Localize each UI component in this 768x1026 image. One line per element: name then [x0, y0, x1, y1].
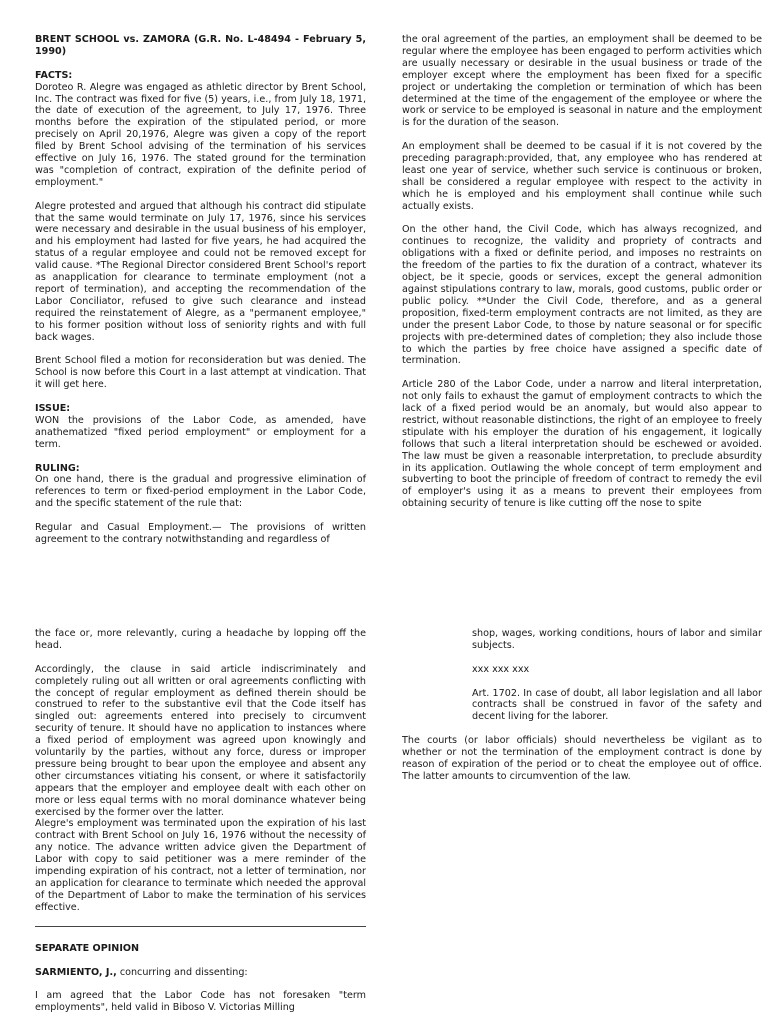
column-right-bottom: [402, 628, 762, 795]
facts-paragraph-2: Alegre protested and argued that although his contract did stipulate that the same would terminate on July 17, 1976, since his services were necessary and desirable in the usual business of his employer, and his employment had lasted for five years, he had acquired the status of a regular employee and could not be removed except for valid cause. *The Regional Director considered Brent School's report as anapplication for clearance to terminate employment (not a report of termination), and accepting the recommendation of the Labor Conciliator, refused to give such clearance and instead required the reinstatement of Alegre, as a "permanent employee," to his former position without loss of seniority rights and with full back wages.: [35, 200, 366, 343]
ruling-paragraph-2: Regular and Casual Employment.— The provisions of written agreement to the contrary notwithstanding and regardless of: [35, 522, 366, 545]
case-title: BRENT SCHOOL vs. ZAMORA (G.R. No. L-48494 - February 5, 1990): [35, 34, 366, 57]
accordingly-paragraph: Accordingly, the clause in said article indiscriminately and completely ruling out all written or oral agreements conflicting with the concept of regular employment as defined therein should be construed to refer to the substantive evil that the Code itself has singled out: agreements entered into precisely to circumvent security of tenure. It should have no application to instances where a fixed period of employment was agreed upon knowingly and voluntarily by the parties, without any force, duress or improper pressure being brought to bear upon the employee and absent any other circumstances vitiating his consent, or where it satisfactorily appears that the employer and employee dealt with each other on more or less equal terms with no moral dominance whatever being exercised by the former over the latter.: [35, 663, 366, 818]
issue-text: WON the provisions of the Labor Code, as amended, have anathematized "fixed period employment" or employment for a term.: [35, 414, 366, 450]
labor-code-paragraph-2: An employment shall be deemed to be casual if it is not covered by the preceding paragraph:provided, that, any employee who has rendered at least one year of service, whether such service is continuous or broken, shall be considered a regular employee with respect to the activity in which he is employed and his employment shall continue while such actually exists.: [402, 141, 762, 212]
ellipsis-marker: xxx xxx xxx: [472, 663, 530, 675]
facts-heading: FACTS:: [35, 69, 73, 81]
justice-name: SARMIENTO, J.,: [35, 966, 117, 978]
termination-paragraph: Alegre's employment was terminated upon the expiration of his last contract with Brent School on July 16, 1976 without the necessity of any notice. The advance written advice given the Department of Labor with copy to said petitioner was a mere reminder of the impending expiration of his contract, not a letter of termination, nor an application for clearance to terminate which needed the approval of the Department of Labor to make the termination of his services effective.: [35, 818, 366, 913]
column-left-bottom: [35, 628, 366, 1026]
issue-heading: ISSUE:: [35, 403, 71, 415]
ruling-paragraph-1: On one hand, there is the gradual and progressive elimination of references to term or fixed-period employment in the Labor Code, and the specific statement of the rule that:: [35, 474, 366, 510]
section-divider: [35, 926, 366, 927]
article-1702-text: Art. 1702. In case of doubt, all labor legislation and all labor contracts shall be construed in favor of the safety and decent living for the laborer.: [472, 687, 762, 723]
facts-paragraph-3: Brent School filed a motion for reconsideration but was denied. The School is now before this Court in a last attempt at vindication. That it will get here.: [35, 355, 366, 391]
justice-role: concurring and dissenting:: [116, 966, 248, 978]
separate-opinion-paragraph: I am agreed that the Labor Code has not foresaken "term employments", held valid in Biboso V. Victorias Milling: [35, 990, 366, 1014]
civil-code-paragraph: On the other hand, the Civil Code, which has always recognized, and continues to recognize, the validity and propriety of contracts and obligations with a fixed or definite period, and imposes no restraints on the freedom of the parties to fix the duration of a contract, whatever its object, be it specie, goods or services, except the general admonition against stipulations contrary to law, morals, good customs, public order or public policy. **Under the Civil Code, therefore, and as a general proposition, fixed-term employment contracts are not limited, as they are under the present Labor Code, to those by nature seasonal or for specific projects with pre-determined dates of completion; they also include those to which the parties by free choice have assigned a specific date of termination.: [402, 224, 762, 367]
sarmiento-line: [35, 967, 366, 979]
vigilance-paragraph: The courts (or labor officials) should nevertheless be vigilant as to whether or not the termination of the employment contract is done by reason of expiration of the period or to cheat the employee out of office. The latter amounts to circumvention of the law.: [402, 735, 762, 782]
column-right-top: [402, 34, 762, 522]
article-280-paragraph: Article 280 of the Labor Code, under a narrow and literal interpretation, not only fails to exhaust the gamut of employment contracts to which the lack of a fixed period would be an anomaly, but would also appear to restrict, without reasonable distinctions, the right of an employee to freely stipulate with his employer the duration of his engagement, it logically follows that such a literal interpretation should be eschewed or avoided. The law must be given a reasonable interpretation, to preclude absurdity in its application. Outlawing the whole concept of term employment and subverting to boot the principle of freedom of contract to remedy the evil of employer's using it as a means to prevent their employees from obtaining security of tenure is like cutting off the nose to spite: [402, 379, 762, 510]
ruling-heading: RULING:: [35, 462, 80, 474]
column-left-top: [35, 34, 366, 558]
continuation-paragraph: the face or, more relevantly, curing a headache by lopping off the head.: [35, 628, 366, 651]
labor-code-paragraph-1: the oral agreement of the parties, an employment shall be deemed to be regular where the employee has been engaged to perform activities which are usually necessary or desirable in the usual business or trade of the employer except where the employment has been fixed for a specific project or undertaking the completion or termination of which has been determined at the time of the engagement of the employee or where the work or service to be employed is seasonal in nature and the employment is for the duration of the season.: [402, 34, 762, 129]
facts-paragraph-1: Doroteo R. Alegre was engaged as athletic director by Brent School, Inc. The contract was fixed for five (5) years, i.e., from July 18, 1971, the date of execution of the agreement, to July 17, 1976. Three months before the expiration of the stipulated period, or more precisely on April 20,1976, Alegre was given a copy of the report filed by Brent School advising of the termination of his services effective on July 16, 1976. The stated ground for the termination was "completion of contract, expiration of the definite period of employment.": [35, 81, 366, 188]
quoted-shop-text: shop, wages, working conditions, hours of labor and similar subjects.: [472, 628, 762, 651]
separate-opinion-heading: SEPARATE OPINION: [35, 942, 140, 954]
